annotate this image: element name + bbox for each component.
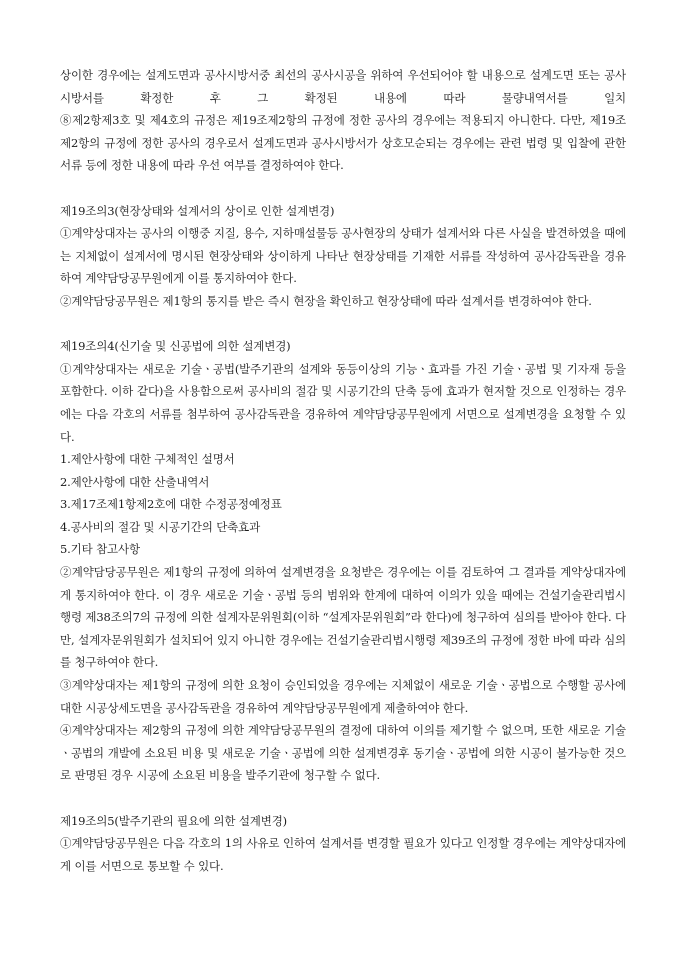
list-item-3: 3.제17조제1항제2호에 대한 수정공정예정표 — [60, 497, 282, 512]
paragraph-clause-8: ⑧제2항제3호 및 제4호의 규정은 제19조제2항의 규정에 정한 공사의 경우에는 적용되지 아니한다. 다만, 제19조제2항의 규정에 정한 공사의 경우로서 설계도면과 공사시방서가 상호모순되는 경우에는 관련 법령 및 입찰에 관한 서류 등에 정한 내용에 따라 우선 여부를 결정하여야 한다. — [60, 113, 626, 173]
paragraph-19-5-clause-1: ①계약담당공무원은 다음 각호의 1의 사유로 인하여 설계서를 변경할 필요가 있다고 인정할 경우에는 계약상대자에게 이를 서면으로 통보할 수 있다. — [60, 836, 626, 873]
section-gap — [60, 313, 626, 336]
article-heading-19-5: 제19조의5(발주기관의 필요에 의한 설계변경) — [60, 813, 287, 828]
article-heading-19-3: 제19조의3(현장상태와 설계서의 상이로 인한 설계변경) — [60, 203, 335, 218]
list-item-2: 2.제안사항에 대한 산출내역서 — [60, 474, 210, 489]
section-gap — [60, 787, 626, 810]
section-gap — [60, 177, 626, 200]
paragraph-19-4-clause-3: ③계약상대자는 제1항의 규정에 의한 요청이 승인되었을 경우에는 지체없이 새로운 기술ㆍ공법으로 수행할 공사에 대한 시공상세도면을 공사감독관을 경유하여 계약담당공무원에게 제출하여야 한다. — [60, 678, 626, 715]
paragraph-19-3-clause-2: ②계약담당공무원은 제1항의 통지를 받은 즉시 현장을 확인하고 현장상태에 따라 설계서를 변경하여야 한다. — [60, 293, 592, 308]
list-item-5: 5.기타 참고사항 — [60, 542, 140, 557]
list-item-4: 4.공사비의 절감 및 시공기간의 단축효과 — [60, 519, 261, 534]
paragraph-19-4-clause-1: ①계약상대자는 새로운 기술ㆍ공법(발주기관의 설계와 동등이상의 기능ㆍ효과를 가진 기술ㆍ공법 및 기자재 등을 포함한다. 이하 같다)을 사용함으로써 공사비의 절감 및 시공기간의 단축 등에 효과가 현저할 것으로 인정하는 경우에는 다음 각호의 서류를 첨부하여 공사감독관을 경유하여 계약담당공무원에게 서면으로 설계변경을 요청할 수 있다. — [60, 361, 626, 444]
article-heading-19-4: 제19조의4(신기술 및 신공법에 의한 설계변경) — [60, 339, 291, 354]
document-body — [60, 64, 626, 877]
paragraph-19-4-clause-2: ②계약담당공무원은 제1항의 규정에 의하여 설계변경을 요청받은 경우에는 이를 검토하여 그 결과를 계약상대자에게 통지하여야 한다. 이 경우 새로운 기술ㆍ공법 등의 범위와 한계에 대하여 이의가 있을 때에는 건설기술관리법시행령 제38조의7의 규정에 의한 설계자문위원회(이하 “설계자문위원회”라 한다)에 청구하여 심의를 받아야 한다. 다만, 설계자문위원회가 설치되어 있지 아니한 경우에는 건설기술관리법시행령 제39조의 규정에 정한 바에 따라 심의를 청구하여야 한다. — [60, 565, 626, 670]
paragraph-continuation: 상이한 경우에는 설계도면과 공사시방서중 최선의 공사시공을 위하여 우선되어야 할 내용으로 설계도면 또는 공사시방서를 확정한 후 그 확정된 내용에 따라 물량내역서를 일치 — [60, 68, 626, 105]
list-item-1: 1.제안사항에 대한 구체적인 설명서 — [60, 452, 235, 467]
paragraph-19-3-clause-1: ①계약상대자는 공사의 이행중 지질, 용수, 지하매설물등 공사현장의 상태가 설계서와 다른 사실을 발견하였을 때에는 지체없이 설계서에 명시된 현장상태와 상이하게 나타난 현장상태를 기재한 서류를 작성하여 공사감독관을 경유하여 계약담당공무원에게 이를 통지하여야 한다. — [60, 226, 626, 286]
paragraph-19-4-clause-4: ④계약상대자는 제2항의 규정에 의한 계약담당공무원의 결정에 대하여 이의를 제기할 수 없으며, 또한 새로운 기술ㆍ공법의 개발에 소요된 비용 및 새로운 기술ㆍ공법에 의한 설계변경후 동기술ㆍ공법에 의한 시공이 불가능한 것으로 판명된 경우 시공에 소요된 비용을 발주기관에 청구할 수 없다. — [60, 723, 626, 783]
